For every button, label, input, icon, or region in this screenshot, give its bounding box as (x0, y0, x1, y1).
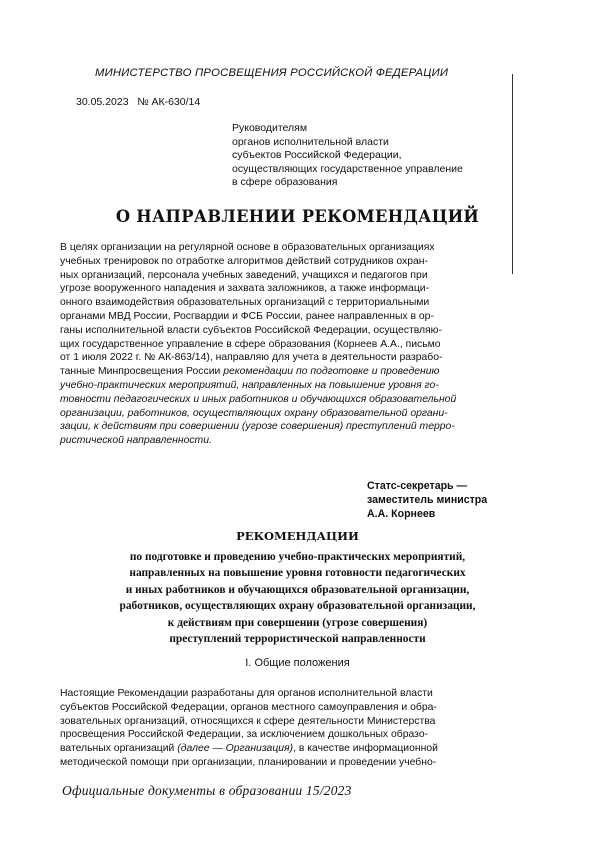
addressee-line: в сфере образования (232, 176, 338, 189)
body-line: ганы исполнительной власти субъектов Российской Федерации, осуществляю- (60, 324, 442, 336)
body-line: щих государственное управление в сфере образования (Корнеев А.А., письмо (60, 338, 441, 350)
addressee-line: органов исполнительной власти (232, 135, 389, 148)
body-line-italic: ристической направленности. (60, 435, 212, 447)
addressee-line: субъектов Российской Федерации, (232, 149, 402, 162)
letter-body (60, 241, 500, 448)
paragraph-line: субъектов Российской Федерации, органов местного самоуправления и обра- (60, 701, 437, 713)
subtitle-line: преступлений террористической направленности (169, 633, 426, 646)
signature-position: заместитель министра (367, 494, 488, 507)
paragraph-text: , в качестве информационной (293, 743, 438, 755)
signature-position: Статс-секретарь — (367, 480, 468, 492)
signature-block (367, 479, 487, 522)
body-line: ных организаций, персонала учебных заведений, учащихся и педагогов при (60, 269, 428, 281)
body-line-italic: учебно-практических мероприятий, направленных на повышение уровня го- (60, 379, 439, 391)
subtitle-line: и иных работников и обучающихся образовательной организации, (125, 583, 470, 596)
body-line: органами МВД России, Росгвардии и ФСБ России, ранее направленных в ор- (60, 310, 434, 322)
paragraph-line: просвещения Российской Федерации, за исключением дошкольных образо- (60, 729, 429, 741)
recommendations-paragraph (60, 687, 500, 770)
section-heading: I. Общие положения (245, 657, 350, 669)
recommendations-subtitle (0, 549, 595, 647)
body-text-regular: танные Минпросвещения России (60, 366, 224, 378)
signature-name: А.А. Корнеев (367, 508, 436, 521)
body-line-italic: зации, к действиям при совершении (угрозе совершения) преступлений терро- (60, 421, 455, 433)
subtitle-line: по подготовке и проведению учебно-практических мероприятий, (129, 551, 466, 563)
body-line: В целях организации на регулярной основе в образовательных организациях (60, 242, 435, 253)
body-line: угрозе вооруженного нападения и захвата заложников, а также информаци- (60, 283, 430, 295)
recommendations-title: РЕКОМЕНДАЦИИ (236, 529, 359, 543)
paragraph-text: вательных организаций (60, 743, 178, 755)
addressee-line: Руководителям (232, 122, 308, 134)
subtitle-line: работников, осуществляющих охрану образовательной организации, (119, 600, 476, 613)
journal-footer: Официальные документы в образовании 15/2023 (62, 783, 352, 798)
paragraph-line: Настоящие Рекомендации разработаны для органов исполнительной власти (60, 688, 433, 699)
body-line: учебных тренировок по отработке алгоритмов действий сотрудников охран- (60, 255, 428, 267)
ministry-header: МИНИСТЕРСТВО ПРОСВЕЩЕНИЯ РОССИЙСКОЙ ФЕДЕРАЦИИ (95, 67, 449, 79)
paragraph-text-italic: (далее — Организация) (177, 743, 294, 755)
subtitle-line: к действиям при совершении (угрозе совершения) (167, 616, 428, 629)
date-number-line (76, 96, 200, 108)
paragraph-line: методической помощи при организации, планировании и проведении учебно- (60, 756, 437, 768)
subtitle-line: направленных на повышение уровня готовности педагогических (129, 567, 466, 580)
addressee-block (232, 122, 463, 190)
addressee-line: осуществляющих государственное управление (232, 162, 463, 175)
letter-title: О НАПРАВЛЕНИИ РЕКОМЕНДАЦИЙ (115, 207, 480, 226)
paragraph-line: зовательных организаций, относящихся к сфере деятельности Министерства (60, 715, 436, 727)
body-line-italic: товности педагогических и иных работников и обучающихся образовательной (60, 393, 457, 405)
paragraph-line-mixed (60, 742, 500, 756)
body-line-italic: организации, работников, осуществляющих охрану образовательной органи- (60, 407, 448, 419)
body-text-italic: рекомендации по подготовке и проведению (223, 366, 440, 378)
letter-date: 30.05.2023 (76, 96, 129, 108)
body-line-mixed (60, 365, 500, 379)
body-line: от 1 июля 2022 г. № АК-863/14), направляю для учета в деятельности разрабо- (60, 352, 443, 364)
letter-number: № АК-630/14 (137, 96, 201, 108)
margin-line (512, 74, 513, 274)
body-line: онного взаимодействия образовательных организаций с территориальными (60, 297, 430, 309)
